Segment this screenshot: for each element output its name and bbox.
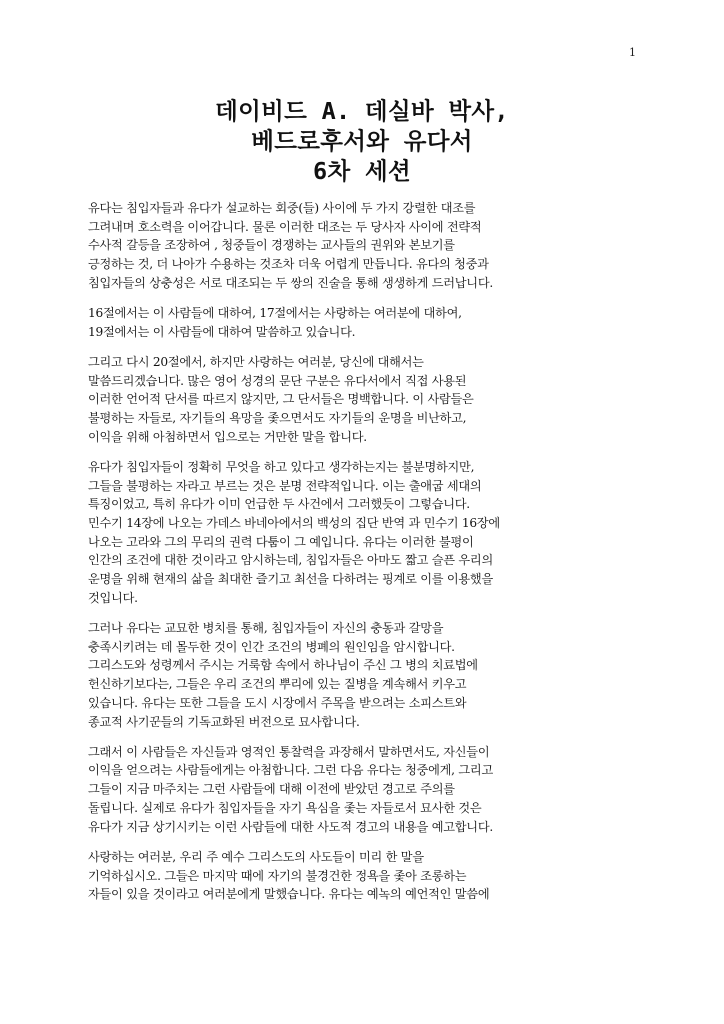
paragraph-4	[88, 458, 636, 608]
text-line: 그려내며 호소력을 이어갑니다. 물론 이러한 대조는 두 당사자 사이에 전략적	[88, 219, 482, 234]
text-line: 특징이었고, 특히 유다가 이미 언급한 두 사건에서 그러했듯이 그렇습니다.	[88, 497, 470, 512]
text-line: 사랑하는 여러분, 우리 주 예수 그리스도의 사도들이 미리 한 말을	[88, 849, 424, 864]
text-line: 16절에서는 이 사람들에 대하여, 17절에서는 사랑하는 여러분에 대하여,	[88, 306, 462, 321]
paragraph-3	[88, 353, 636, 447]
title-line-author: 데이비드 A. 데실바 박사,	[215, 97, 509, 125]
text-line: 19절에서는 이 사람들에 대하여 말씀하고 있습니다.	[88, 324, 356, 339]
text-line: 나오는 고라와 그의 무리의 권력 다툼이 그 예입니다. 유다는 이러한 불평이	[88, 534, 474, 549]
text-line: 이익을 얻으려는 사람들에게는 아첨합니다. 그런 다음 유다는 청중에게, 그리고	[88, 763, 493, 778]
text-line: 그들이 지금 마주치는 그런 사람들에 대해 이전에 받았던 경고로 주의를	[88, 782, 455, 797]
text-line: 기억하십시오. 그들은 마지막 때에 자기의 불경건한 정욕을 좇아 조롱하는	[88, 868, 467, 883]
body-text	[88, 199, 636, 915]
text-line: 종교적 사기꾼들의 기독교화된 버전으로 묘사합니다.	[88, 714, 360, 729]
title-line-books: 베드로후서와 유다서	[251, 127, 473, 155]
text-line: 운명을 위해 현재의 삶을 최대한 즐기고 최선을 다하려는 핑계로 이를 이용했을	[88, 572, 493, 587]
title-line-session: 6차 세션	[313, 157, 411, 185]
text-line: 돌립니다. 실제로 유다가 침입자들을 자기 욕심을 좇는 자들로서 묘사한 것은	[88, 800, 482, 815]
page-number: 1	[629, 46, 636, 59]
text-line: 그리고 다시 20절에서, 하지만 사랑하는 여러분, 당신에 대해서는	[88, 354, 424, 369]
text-line: 말씀드리겠습니다. 많은 영어 성경의 문단 구분은 유다서에서 직접 사용된	[88, 373, 467, 388]
paragraph-1	[88, 199, 636, 293]
paragraph-5	[88, 619, 636, 731]
text-line: 그래서 이 사람들은 자신들과 영적인 통찰력을 과장해서 말하면서도, 자신들이	[88, 744, 490, 759]
text-line: 것입니다.	[88, 590, 138, 605]
text-line: 그들을 불평하는 자라고 부르는 것은 분명 전략적입니다. 이는 출애굽 세대의	[88, 478, 482, 493]
text-line: 민수기 14장에 나오는 가데스 바네아에서의 백성의 집단 반역 과 민수기 16장에	[88, 516, 500, 531]
text-line: 헌신하기보다는, 그들은 우리 조건의 뿌리에 있는 질병을 계속해서 키우고	[88, 677, 467, 692]
text-line: 있습니다. 유다는 또한 그들을 도시 시장에서 주목을 받으려는 소피스트와	[88, 695, 467, 710]
text-line: 수사적 갈등을 조장하여 , 청중들이 경쟁하는 교사들의 권위와 본보기를	[88, 238, 455, 253]
paragraph-6	[88, 743, 636, 837]
text-line: 자들이 있을 것이라고 여러분에게 말했습니다. 유다는 예녹의 예언적인 말씀에	[88, 887, 490, 902]
document-title	[0, 96, 724, 186]
paragraph-7	[88, 848, 636, 904]
text-line: 그러나 유다는 교묘한 병치를 통해, 침입자들이 자신의 충동과 갈망을	[88, 621, 444, 636]
text-line: 이러한 언어적 단서를 따르지 않지만, 그 단서들은 명백합니다. 이 사람들은	[88, 392, 474, 407]
paragraph-2	[88, 304, 636, 341]
text-line: 유다가 침입자들이 정확히 무엇을 하고 있다고 생각하는지는 불분명하지만,	[88, 459, 475, 474]
text-line: 불평하는 자들로, 자기들의 욕망을 좇으면서도 자기들의 운명을 비난하고,	[88, 411, 467, 426]
text-line: 유다가 지금 상기시키는 이런 사람들에 대한 사도적 경고의 내용을 예고합니다.	[88, 819, 493, 834]
text-line: 인간의 조건에 대한 것이라고 암시하는데, 침입자들은 아마도 짧고 슬픈 우리의	[88, 553, 493, 568]
text-line: 이익을 위해 아첨하면서 입으로는 거만한 말을 합니다.	[88, 429, 367, 444]
text-line: 긍정하는 것, 더 나아가 수용하는 것조차 더욱 어렵게 만듭니다. 유다의 청중과	[88, 257, 489, 272]
text-line: 침입자들의 상충성은 서로 대조되는 두 쌍의 진술을 통해 생생하게 드러납니다.	[88, 275, 493, 290]
text-line: 유다는 침입자들과 유다가 설교하는 회중(들) 사이에 두 가지 강렬한 대조를	[88, 201, 476, 215]
text-line: 그리스도와 성령께서 주시는 거룩함 속에서 하나님이 주신 그 병의 치료법에	[88, 658, 478, 673]
text-line: 충족시키려는 데 몰두한 것이 인간 조건의 병폐의 원인임을 암시합니다.	[88, 639, 455, 654]
